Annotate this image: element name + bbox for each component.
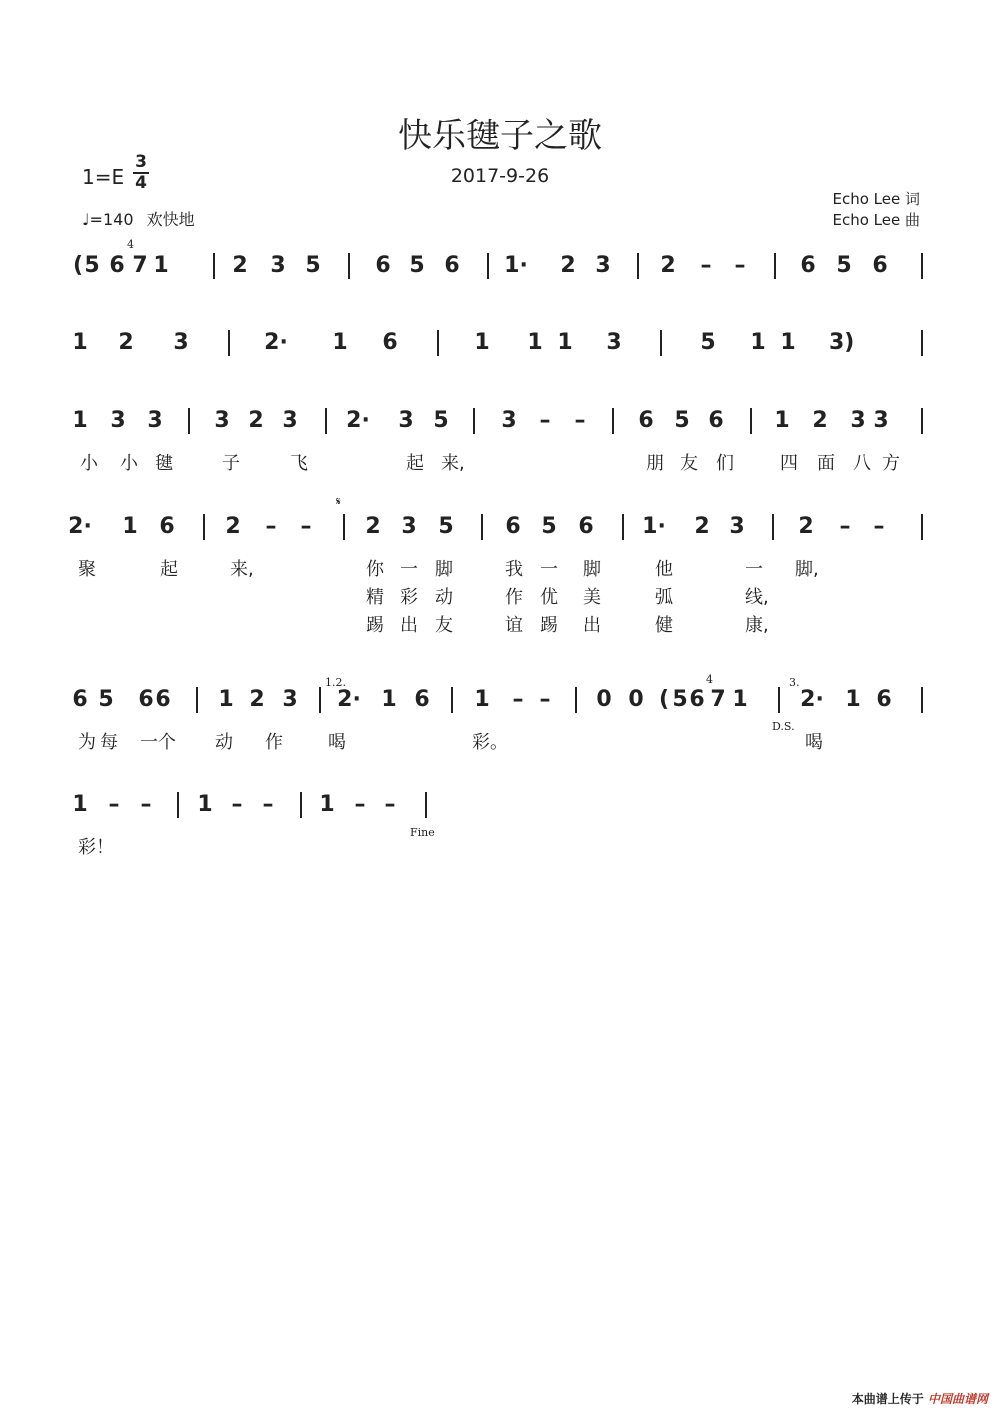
footer bbox=[852, 1390, 988, 1407]
note: 1 bbox=[197, 792, 213, 817]
note: 5 bbox=[674, 408, 690, 433]
note: – bbox=[839, 514, 851, 539]
lyric: 毽 bbox=[155, 453, 173, 474]
note: 2 bbox=[249, 687, 265, 712]
note: 3 bbox=[270, 253, 286, 278]
lyric: 一个 bbox=[140, 732, 176, 753]
bar-line bbox=[228, 330, 230, 356]
bar-line bbox=[750, 408, 752, 434]
note: 1 bbox=[750, 330, 766, 355]
note: 5 bbox=[84, 253, 100, 278]
note: 6 bbox=[800, 253, 816, 278]
note: 5 bbox=[409, 253, 425, 278]
note: 2 bbox=[365, 514, 381, 539]
bar-line bbox=[196, 687, 198, 713]
note: 2· bbox=[337, 687, 361, 712]
note: 7 bbox=[710, 687, 726, 712]
note: 2 bbox=[812, 408, 828, 433]
lyric: 优 bbox=[540, 587, 558, 608]
note: 1 bbox=[332, 330, 348, 355]
lyric: 起 bbox=[160, 559, 178, 580]
bar-line bbox=[487, 253, 489, 279]
lyric: 线, bbox=[745, 587, 769, 608]
tuplet-4-mark: 4 bbox=[706, 673, 713, 686]
note: 1 bbox=[122, 514, 138, 539]
song-title: 快乐毽子之歌 bbox=[398, 116, 602, 156]
bar-line bbox=[921, 687, 923, 713]
note: 3 bbox=[147, 408, 163, 433]
quarter-note-icon: ♩ bbox=[82, 210, 90, 229]
lyric: 们 bbox=[716, 453, 734, 474]
note: ( bbox=[72, 253, 84, 278]
bar-line bbox=[319, 687, 321, 713]
note: 1 bbox=[474, 687, 490, 712]
ds-mark: D.S. bbox=[772, 720, 795, 733]
note: 6 bbox=[708, 408, 724, 433]
lyric: 友 bbox=[680, 453, 698, 474]
note: 5 bbox=[700, 330, 716, 355]
bar-line bbox=[188, 408, 190, 434]
note: 2 bbox=[694, 514, 710, 539]
note: 1 bbox=[218, 687, 234, 712]
note: 5 bbox=[305, 253, 321, 278]
lyric: 作 bbox=[505, 587, 523, 608]
lyric: 踢 bbox=[540, 615, 558, 636]
bar-line bbox=[575, 687, 577, 713]
bar-line bbox=[425, 792, 427, 818]
note: 2 bbox=[560, 253, 576, 278]
note: 5 bbox=[98, 687, 114, 712]
bar-line bbox=[622, 514, 624, 540]
bar-line bbox=[921, 330, 923, 356]
note: 1· bbox=[642, 514, 666, 539]
note: 1 bbox=[845, 687, 861, 712]
note: 6 bbox=[444, 253, 460, 278]
note: 3 bbox=[282, 687, 298, 712]
bar-line bbox=[348, 253, 350, 279]
lyric: 一 bbox=[540, 559, 558, 580]
note: 3 bbox=[501, 408, 517, 433]
bar-line bbox=[300, 792, 302, 818]
note: 1 bbox=[557, 330, 573, 355]
bar-line bbox=[473, 408, 475, 434]
note: 1· bbox=[504, 253, 528, 278]
note: 6 bbox=[375, 253, 391, 278]
note: 2 bbox=[118, 330, 134, 355]
lyric: 来, bbox=[230, 559, 254, 580]
note: – bbox=[734, 253, 746, 278]
lyric: 一 bbox=[745, 559, 763, 580]
lyric: 一 bbox=[400, 559, 418, 580]
bar-line bbox=[921, 408, 923, 434]
date: 2017-9-26 bbox=[450, 165, 550, 187]
note: 3 bbox=[110, 408, 126, 433]
bar-line bbox=[921, 253, 923, 279]
lyricist-credit: Echo Lee 词 bbox=[832, 190, 920, 208]
lyric: 弧 bbox=[655, 587, 673, 608]
note: 3 bbox=[729, 514, 745, 539]
volta-3-label: 3. bbox=[789, 676, 800, 689]
note: – bbox=[262, 792, 274, 817]
time-signature bbox=[133, 153, 149, 193]
key-signature: 1=E bbox=[82, 165, 125, 189]
lyric: 彩！ bbox=[78, 837, 114, 858]
note: 1 bbox=[72, 792, 88, 817]
note: – bbox=[574, 408, 586, 433]
note: 6 bbox=[872, 253, 888, 278]
lyric: 来, bbox=[441, 453, 465, 474]
note: 6 bbox=[159, 514, 175, 539]
bar-line bbox=[772, 514, 774, 540]
note: – bbox=[231, 792, 243, 817]
note: 1 bbox=[474, 330, 490, 355]
note: 6 bbox=[638, 408, 654, 433]
lyric: 脚, bbox=[795, 559, 819, 580]
note: – bbox=[539, 408, 551, 433]
note: 2 bbox=[232, 253, 248, 278]
tuplet-4-mark: 4 bbox=[127, 238, 134, 251]
lyric: 你 bbox=[366, 559, 384, 580]
note: 3) bbox=[829, 330, 855, 355]
lyric: 作 bbox=[265, 732, 283, 753]
lyric: 面 bbox=[817, 453, 835, 474]
note: 7 bbox=[132, 253, 148, 278]
note: 2· bbox=[264, 330, 288, 355]
bar-line bbox=[660, 330, 662, 356]
note: 6 bbox=[72, 687, 88, 712]
note: 3 bbox=[398, 408, 414, 433]
note: – bbox=[539, 687, 551, 712]
lyric: 小 bbox=[120, 453, 138, 474]
note: – bbox=[108, 792, 120, 817]
lyric: 子 bbox=[222, 453, 240, 474]
note: 1 bbox=[153, 253, 169, 278]
note: – bbox=[354, 792, 366, 817]
note: – bbox=[384, 792, 396, 817]
bar-line bbox=[343, 514, 345, 540]
lyric: 彩。 bbox=[472, 732, 508, 753]
lyric: 起 bbox=[406, 453, 424, 474]
bar-line bbox=[437, 330, 439, 356]
lyric: 踢 bbox=[366, 615, 384, 636]
note: 1 bbox=[72, 330, 88, 355]
lyric: 精 bbox=[366, 587, 384, 608]
note: 1 bbox=[780, 330, 796, 355]
note: 1 bbox=[72, 408, 88, 433]
note: 0 bbox=[628, 687, 644, 712]
lyric: 方 bbox=[882, 453, 900, 474]
note: – bbox=[265, 514, 277, 539]
note: 2· bbox=[346, 408, 370, 433]
note: 5 bbox=[672, 687, 688, 712]
note: 6 bbox=[578, 514, 594, 539]
lyric: 小 bbox=[80, 453, 98, 474]
composer-credit: Echo Lee 曲 bbox=[832, 211, 920, 229]
note: 2 bbox=[798, 514, 814, 539]
note: 6 bbox=[138, 687, 154, 712]
footer-text: 本曲谱上传于 bbox=[851, 1392, 924, 1406]
time-sig-bottom: 4 bbox=[133, 172, 149, 193]
tempo-mood: 欢快地 bbox=[146, 210, 195, 229]
note: – bbox=[512, 687, 524, 712]
lyric: 动 bbox=[435, 587, 453, 608]
note: 2 bbox=[225, 514, 241, 539]
note: ( bbox=[658, 687, 670, 712]
note: – bbox=[300, 514, 312, 539]
note: 3 bbox=[214, 408, 230, 433]
lyric: 动 bbox=[215, 732, 233, 753]
segno-mark: 𝄋 bbox=[336, 495, 341, 508]
tempo bbox=[82, 207, 195, 230]
note: 6 bbox=[155, 687, 171, 712]
note: 2· bbox=[68, 514, 92, 539]
bar-line bbox=[325, 408, 327, 434]
note: 1 bbox=[381, 687, 397, 712]
note: 5 bbox=[433, 408, 449, 433]
note: 2 bbox=[248, 408, 264, 433]
lyric: 彩 bbox=[400, 587, 418, 608]
lyric: 健 bbox=[655, 615, 673, 636]
note: 1 bbox=[527, 330, 543, 355]
note: 3 bbox=[401, 514, 417, 539]
bar-line bbox=[203, 514, 205, 540]
note: 1 bbox=[732, 687, 748, 712]
lyric: 我 bbox=[505, 559, 523, 580]
note: 5 bbox=[541, 514, 557, 539]
lyric: 四 bbox=[780, 453, 798, 474]
note: 1 bbox=[774, 408, 790, 433]
note: 6 bbox=[414, 687, 430, 712]
lyric: 康, bbox=[745, 615, 769, 636]
bar-line bbox=[637, 253, 639, 279]
lyric: 喝 bbox=[328, 732, 346, 753]
note: – bbox=[700, 253, 712, 278]
lyric: 脚 bbox=[435, 559, 453, 580]
note: 6 bbox=[382, 330, 398, 355]
time-sig-top: 3 bbox=[135, 152, 147, 172]
note: 5 bbox=[438, 514, 454, 539]
lyric: 谊 bbox=[505, 615, 523, 636]
note: – bbox=[140, 792, 152, 817]
bar-line bbox=[213, 253, 215, 279]
bar-line bbox=[612, 408, 614, 434]
note: 3 bbox=[595, 253, 611, 278]
note: 0 bbox=[596, 687, 612, 712]
lyric: 八 bbox=[853, 453, 871, 474]
lyric: 友 bbox=[435, 615, 453, 636]
lyric: 朋 bbox=[646, 453, 664, 474]
lyric: 为 bbox=[78, 732, 96, 753]
bar-line bbox=[481, 514, 483, 540]
lyric: 飞 bbox=[290, 453, 308, 474]
bar-line bbox=[451, 687, 453, 713]
lyric: 脚 bbox=[583, 559, 601, 580]
note: 3 bbox=[173, 330, 189, 355]
bar-line bbox=[921, 514, 923, 540]
note: 5 bbox=[836, 253, 852, 278]
lyric: 每 bbox=[100, 732, 118, 753]
note: 2 bbox=[660, 253, 676, 278]
note: – bbox=[873, 514, 885, 539]
lyric: 他 bbox=[655, 559, 673, 580]
note: 6 bbox=[876, 687, 892, 712]
lyric: 美 bbox=[583, 587, 601, 608]
note: 2· bbox=[800, 687, 824, 712]
note: 1 bbox=[319, 792, 335, 817]
note: 3 bbox=[850, 408, 866, 433]
note: 3 bbox=[282, 408, 298, 433]
lyric: 聚 bbox=[78, 559, 96, 580]
lyric: 喝 bbox=[805, 732, 823, 753]
bar-line bbox=[177, 792, 179, 818]
note: 6 bbox=[505, 514, 521, 539]
lyric: 出 bbox=[583, 615, 601, 636]
tempo-bpm: =140 bbox=[89, 210, 134, 229]
fine-mark: Fine bbox=[410, 826, 435, 839]
bar-line bbox=[774, 253, 776, 279]
note: 3 bbox=[873, 408, 889, 433]
note: 6 bbox=[109, 253, 125, 278]
bar-line bbox=[778, 687, 780, 713]
footer-brand: 中国曲谱网 bbox=[927, 1392, 988, 1406]
note: 3 bbox=[606, 330, 622, 355]
volta-1-2-label: 1.2. bbox=[325, 676, 346, 689]
note: 6 bbox=[689, 687, 705, 712]
lyric: 出 bbox=[400, 615, 418, 636]
